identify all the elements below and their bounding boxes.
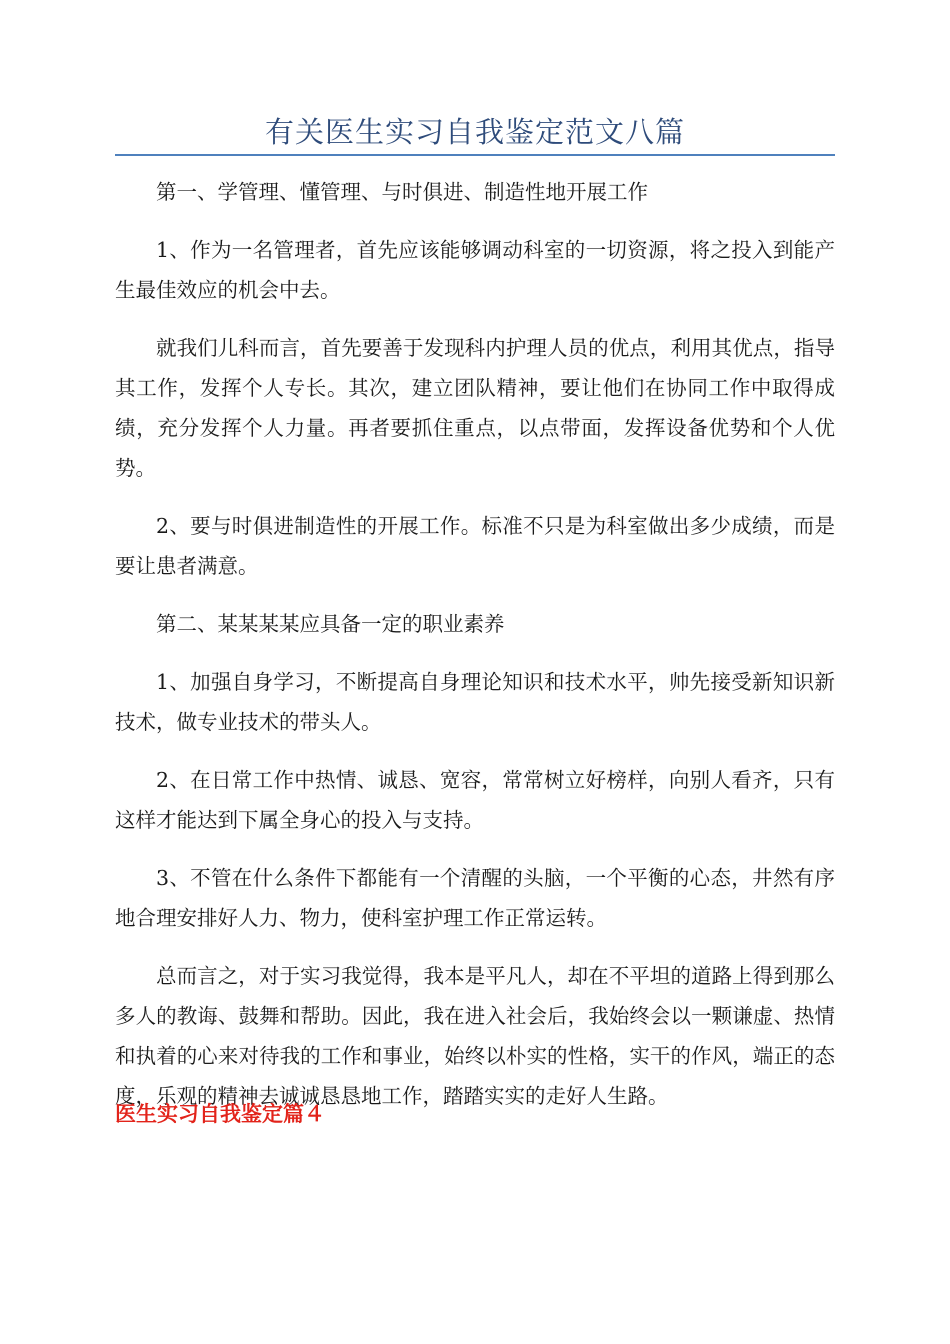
document-body [115, 172, 835, 1134]
paragraph: 2、要与时俱进制造性的开展工作。标准不只是为科室做出多少成绩，而是要让患者满意。 [115, 514, 835, 578]
paragraph: 就我们儿科而言，首先要善于发现科内护理人员的优点，利用其优点，指导其工作，发挥个人专长。其次，建立团队精神，要让他们在协同工作中取得成绩，充分发挥个人力量。再者要抓住重点，以点带面，发挥设备优势和个人优势。 [115, 336, 835, 480]
paragraph: 2、在日常工作中热情、诚恳、宽容，常常树立好榜样，向别人看齐，只有这样才能达到下属全身心的投入与支持。 [115, 768, 835, 832]
conclusion-paragraph: 总而言之，对于实习我觉得，我本是平凡人，却在不平坦的道路上得到那么多人的教诲、鼓舞和帮助。因此，我在进入社会后，我始终会以一颗谦虚、热情和执着的心来对待我的工作和事业，始终以朴实的性格，实干的作风，端正的态度，乐观的精神去诚诚恳恳地工作，踏踏实实的走好人生路。 [115, 964, 835, 1108]
document-title: 有关医生实习自我鉴定范文八篇 [264, 115, 685, 149]
paragraph: 3、不管在什么条件下都能有一个清醒的头脑，一个平衡的心态，井然有序地合理安排好人力、物力，使科室护理工作正常运转。 [115, 866, 835, 930]
section-heading-part-4: 医生实习自我鉴定篇４ [115, 1102, 325, 1126]
section-two-heading: 第二、某某某某应具备一定的职业素养 [156, 612, 505, 636]
title-underline [115, 154, 835, 156]
section-one-heading: 第一、学管理、懂管理、与时俱进、制造性地开展工作 [156, 180, 648, 204]
paragraph: 1、作为一名管理者，首先应该能够调动科室的一切资源，将之投入到能产生最佳效应的机会中去。 [115, 238, 835, 302]
paragraph: 1、加强自身学习，不断提高自身理论知识和技术水平，帅先接受新知识新技术，做专业技术的带头人。 [115, 670, 835, 734]
